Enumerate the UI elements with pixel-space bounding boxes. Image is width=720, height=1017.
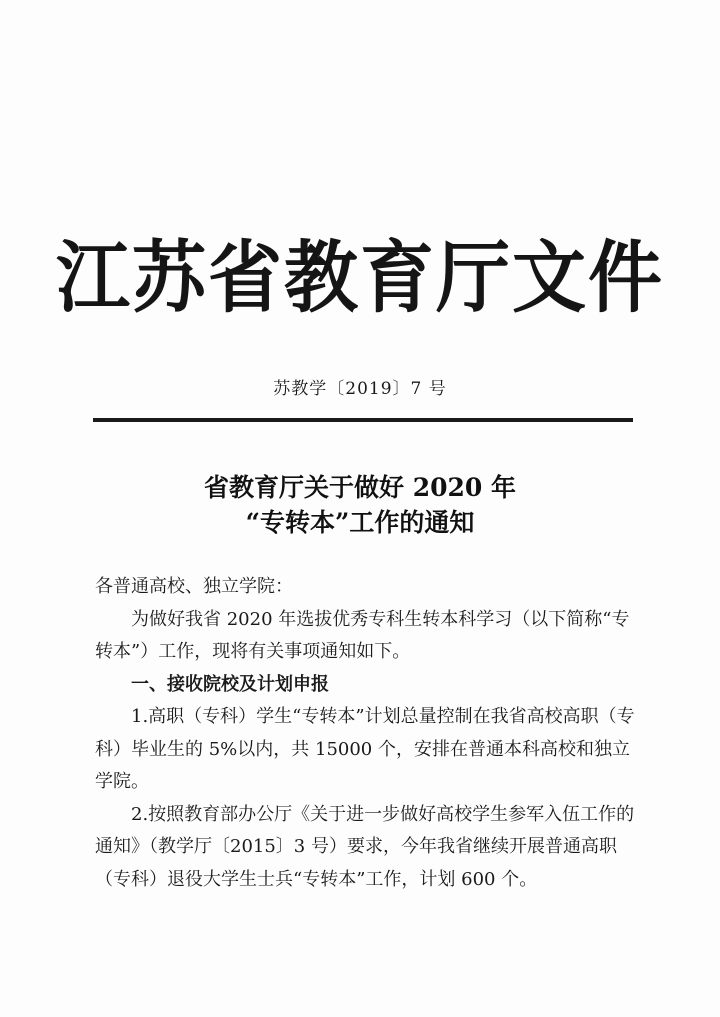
intro-paragraph: 为做好我省 2020 年选拔优秀专科生转本科学习（以下简称“专转本”）工作，现将有关事项通知如下。 — [95, 608, 630, 662]
notice-title — [0, 470, 720, 540]
notice-body — [95, 571, 640, 896]
notice-title-line1: 省教育厅关于做好 2020 年 — [204, 473, 516, 502]
paragraph-item-1: 1.高职（专科）学生“专转本”计划总量控制在我省高校高职（专科）毕业生的 5%以内，共 15000 个，安排在普通本科高校和独立学院。 — [95, 706, 635, 792]
section-heading: 一、接收院校及计划申报 — [131, 673, 329, 695]
header-divider — [93, 418, 633, 422]
paragraph-item-2: 2.按照教育部办公厅《关于进一步做好高校学生参军入伍工作的通知》（教学厅〔2015〕3 号）要求，今年我省继续开展普通高职（专科）退役大学生士兵“专转本”工作，计划 600 个。 — [95, 803, 635, 890]
notice-title-line2: “专转本”工作的通知 — [245, 508, 475, 537]
document-header-title: 江苏省教育厅文件 — [56, 232, 664, 324]
document-number: 苏教学〔2019〕7 号 — [273, 379, 447, 399]
salutation: 各普通高校、独立学院： — [95, 576, 293, 597]
